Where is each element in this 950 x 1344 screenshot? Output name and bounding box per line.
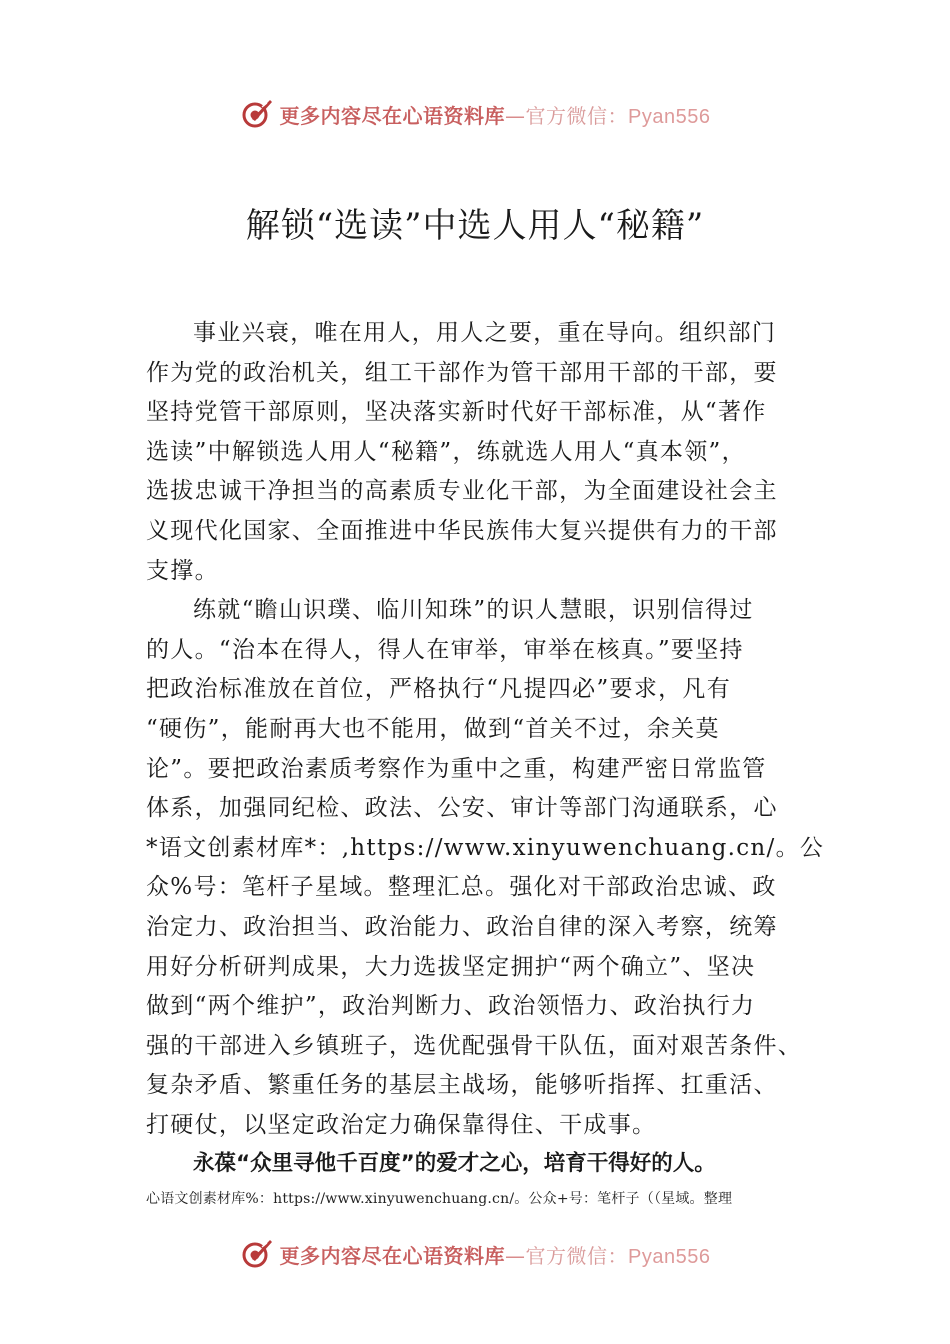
text-line: 坚持党管干部原则，坚决落实新时代好干部标准，从“著作 (146, 399, 767, 426)
section-heading: 永葆“众里寻他千百度”的爱才之心，培育干得好的人。 (193, 1151, 716, 1176)
text-line: 作为党的政治机关，组工干部作为管干部用干部的干部，要 (146, 359, 778, 386)
text-line: 选拔忠诚干净担当的高素质专业化干部，为全面建设社会主 (146, 478, 778, 505)
article-body (146, 314, 826, 1145)
text-line: 练就“瞻山识璞、临川知珠”的识人慧眼，识别信得过 (193, 597, 754, 624)
banner-dash: — (505, 103, 526, 128)
text-line: 众%号：笔杆子星域。整理汇总。强化对干部政治忠诚、政 (146, 874, 777, 901)
footer-note: 心语文创素材库%：https://www.xinyuwenchuang.cn/。公众+号：笔杆子（（星域。整理 (146, 1191, 733, 1207)
footer-banner (0, 1234, 950, 1274)
header-banner (0, 94, 950, 134)
banner-brand: 更多内容尽在心语资料库 (279, 103, 506, 128)
banner-account: Pyan556 (628, 105, 711, 128)
text-line: “硬伤”，能耐再大也不能用，做到“首关不过，余关莫 (146, 715, 720, 742)
text-line: 治定力、政治担当、政治能力、政治自律的深入考察，统筹 (146, 913, 778, 940)
text-line: 用好分析研判成果，大力选拔坚定拥护“两个确立”、坚决 (146, 953, 756, 980)
banner-brand: 更多内容尽在心语资料库 (279, 1243, 506, 1268)
text-line: 选读”中解锁选人用人“秘籍”，练就选人用人“真本领”， (146, 438, 746, 465)
text-line: 把政治标准放在首位，严格执行“凡提四必”要求，凡有 (146, 676, 732, 703)
text-line: 义现代化国家、全面推进中华民族伟大复兴提供有力的干部 (146, 517, 778, 544)
text-line: 的人。“治本在得人，得人在审举，审举在核真。”要坚持 (146, 636, 744, 663)
text-line: 打硬仗，以坚定政治定力确保靠得住、干成事。 (146, 1111, 657, 1138)
banner-dash: — (505, 1243, 526, 1268)
text-line: 事业兴衰，唯在用人，用人之要，重在导向。组织部门 (193, 320, 777, 346)
text-line: 做到“两个维护”，政治判断力、政治领悟力、政治执行力 (146, 993, 756, 1020)
quill-logo-icon (240, 97, 274, 131)
quill-logo-icon (240, 1237, 274, 1271)
banner-wechat-label: 官方微信： (525, 1243, 629, 1268)
banner-account: Pyan556 (628, 1245, 711, 1268)
text-line: 体系，加强同纪检、政法、公安、审计等部门沟通联系，心 (146, 795, 778, 822)
text-line: 复杂矛盾、繁重任务的基层主战场，能够听指挥、扛重活、 (146, 1072, 778, 1099)
text-line: 支撑。 (146, 557, 219, 584)
text-line: *语文创素材库*：,https://www.xinyuwenchuang.cn/。公 (146, 834, 825, 861)
banner-text (280, 100, 711, 129)
banner-text (280, 1240, 711, 1269)
page-title: 解锁“选读”中选人用人“秘籍” (245, 206, 705, 246)
banner-wechat-label: 官方微信： (525, 103, 629, 128)
text-line: 论”。要把政治素质考察作为重中之重，构建严密日常监管 (146, 755, 767, 782)
text-line: 强的干部进入乡镇班子，选优配强骨干队伍，面对艰苦条件、 (146, 1032, 803, 1059)
